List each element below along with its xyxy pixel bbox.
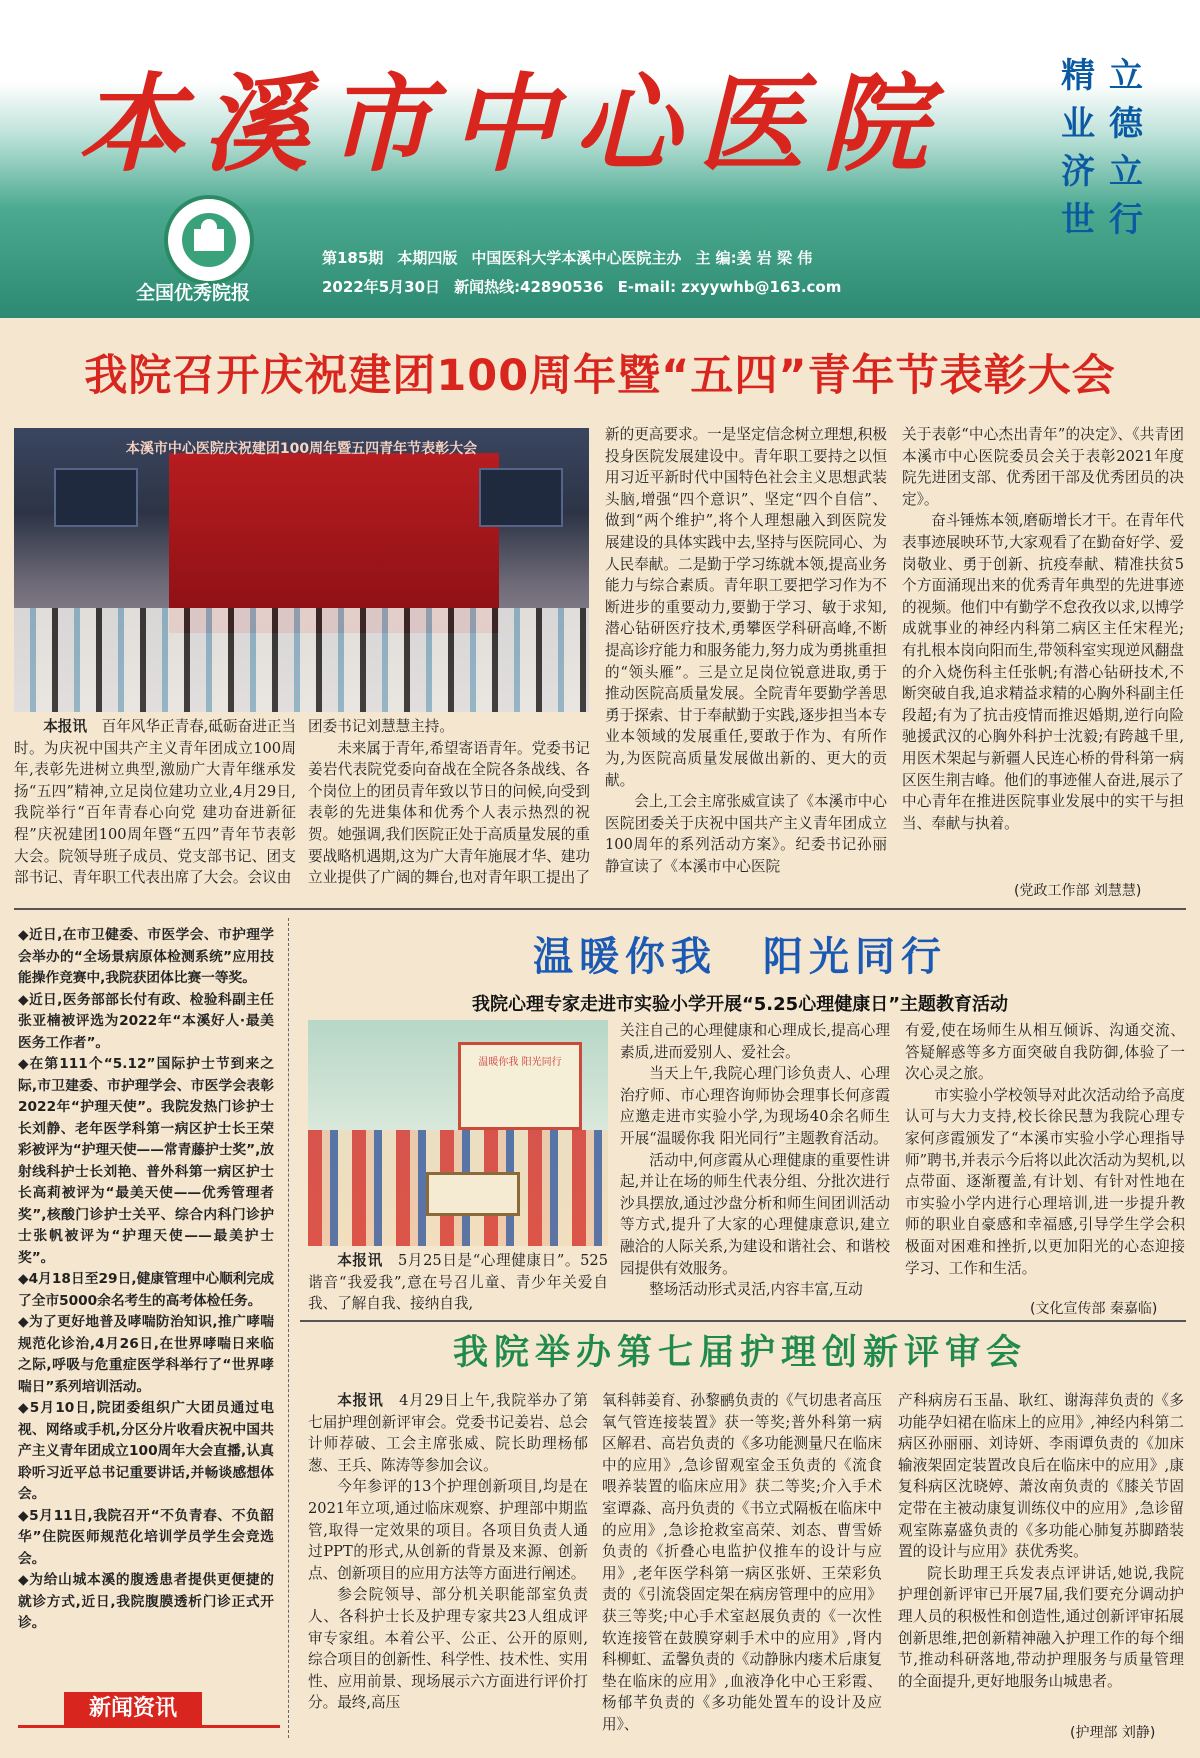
article1-col1-text: 百年风华正青春,砥砺奋进正当时。为庆祝中国共产主义青年团成立100周年,表彰先进树立典型,激励广大青年继承发扬“五四”精神,立足岗位建功立业,4月29日,我院举行“百年青春心向党 建功奋进新征程”庆祝建团100周年暨“五四”青年节表彰大会。院领导班子成员、党支部书记、团支部书记、青年职工代表出席了大会。会议由	[14, 718, 296, 887]
brief-item: ◆为给山城本溪的腹透患者提供更便捷的就诊方式,近日,我院腹膜透析门诊正式开诊。	[18, 1572, 274, 1631]
article1-signature: (党政工作部 刘慧慧)	[1014, 883, 1142, 899]
paragraph: 市实验小学校领导对此次活动给予高度认可与大力支持,校长徐民慧为我院心理专家何彦霞颁发了“本溪市实验小学心理指导师”聘书,并表示今后将以此次活动为契机,以点带面、逐渐覆盖,有计划、有针对性地在市实验小学内进行心理培训,进一步提升教师的职业自豪感和幸福感,引导学生学会积极面对困难和挫折,以更加阳光的心态迎接学习、工作和生活。	[905, 1086, 1185, 1277]
brief-item: ◆近日,在市卫健委、市医学会、市护理学会举办的“全场景病原体检测系统”应用技能操作竞赛中,我院获团体比赛一等奖。	[18, 927, 274, 986]
lead-label: 本报讯	[43, 718, 87, 735]
article2-col3	[905, 1020, 1185, 1279]
lead-label: 本报讯	[337, 1252, 383, 1269]
paragraph: 氧科韩姜育、孙黎鹂负责的《气切患者高压氧气管连接装置》获一等奖;普外科第一病区解君、高岩负责的《多功能测量尺在临床中的应用》,急诊留观室金玉负责的《流食喂养装置的临床应用》获二等奖;介入手术室谭淼、高丹负责的《书立式隔板在临床中的应用》,急诊抢救室高荣、刘态、曹雪娇负责的《折叠心电监护仪推车的设计与应用》,老年医学科第一病区张妍、王荣彩负责的《引流袋固定架在病房管理中的应用》获三等奖;中心手术室赵展负责的《一次性软连接管在鼓膜穿刺手术中的应用》,肾内科柳虹、孟馨负责的《动静脉内瘘术后康复垫在临床的应用》,血液净化中心王彩霞、杨郁芊负责的《多功能处置车的设计及应用》、	[602, 1392, 882, 1733]
paragraph: 整场活动形式灵活,内容丰富,互动	[649, 1281, 863, 1299]
paragraph: 关注自己的心理健康和心理成长,提高心理素质,进而爱别人、爱社会。	[620, 1022, 890, 1061]
brief-item: ◆4月18日至29日,健康管理中心顺利完成了全市5000余名考生的高考体检任务。	[18, 1271, 274, 1309]
photo-board-text: 温暖你我 阳光同行	[478, 1057, 562, 1068]
article2-caption	[308, 1250, 608, 1315]
section-divider	[14, 908, 1186, 910]
article2-subhead: 我院心理专家走进市实验小学开展“5.25心理健康日”主题教育活动	[471, 994, 1009, 1015]
article1-col2	[308, 716, 590, 889]
news-briefs	[18, 925, 274, 1635]
brief-item: ◆为了更好地普及哮喘防治知识,推广哮喘规范化诊治,4月26日,在世界哮喘日来临之际,呼吸与危重症医学科举行了“世界哮喘日”系列培训活动。	[18, 1314, 274, 1395]
issue-line-2	[322, 276, 855, 297]
paragraph: 团委书记刘慧慧主持。	[308, 718, 454, 735]
paragraph: 关于表彰“中心杰出青年”的决定》、《共青团本溪市中心医院委员会关于表彰2021年度院先进团支部、优秀团干部及优秀团员的决定》。	[902, 426, 1184, 508]
article2-col2	[620, 1020, 890, 1301]
brief-item: ◆5月10日,院团委组织广大团员通过电视、网络或手机,分区分片收看庆祝中国共产主义青年团成立100周年大会直播,认真聆听习近平总书记重要讲话,并畅谈感想体会。	[18, 1400, 274, 1502]
article1-photo	[14, 428, 589, 712]
hospital-logo-icon	[164, 195, 254, 285]
article1-col3	[605, 424, 887, 877]
paragraph: 4月29日上午,我院举办了第七届护理创新评审会。党委书记姜岩、总会计师荐破、工会主席张威、院长助理杨郁葱、王兵、陈涛等参加会议。	[308, 1392, 588, 1474]
paragraph: 新的更高要求。一是坚定信念树立理想,积极投身医院发展建设中。青年职工要持之以恒用习近平新时代中国特色社会主义思想武装头脑,增强“四个意识”、坚定“四个自信”、做到“两个维护”,将个人理想融入到医院发展建设的具体实践中去,坚持与医院同心、为人民奉献。二是勤于学习练就本领,提高业务能力与综合素质。青年职工要把学习作为不断进步的重要动力,要勤于学习、敏于求知,潜心钻研医疗技术,勇攀医学科研高峰,不断提高诊疗能力和服务能力,努力成为勇挑重担的“领头雁”。三是立足岗位锐意进取,勇于推动医院高质量发展。全院青年要勤学善思勇于探索、甘于奉献勤于实践,逐步担当本专业本领域的发展重任,要敢于作为、有所作为,为医院高质量发展做出新的、更大的贡献。	[605, 426, 887, 789]
page-count: 本期四版	[397, 249, 458, 267]
editor: 主 编:姜 岩 梁 伟	[695, 249, 813, 267]
article1-headline: 我院召开庆祝建团100周年暨“五四”青年节表彰大会	[84, 351, 1116, 401]
article3-col3	[898, 1390, 1184, 1692]
motto-right: 立德立行	[1109, 56, 1143, 240]
paragraph: 今年参评的13个护理创新项目,均是在2021年立项,通过临床观察、护理部中期监管,取得一定效果的项目。各项目负责人通过PPT的形式,从创新的背景及来源、创新点、创新项目的应用方法等方面进行阐述。	[308, 1478, 588, 1582]
email: E-mail: zxyywhb@163.com	[617, 278, 842, 296]
paragraph: 产科病房石玉晶、耿红、谢海萍负责的《多功能孕妇裙在临床上的应用》,神经内科第二病区孙丽丽、刘诗妍、李雨谭负责的《加床输液架固定装置改良后在临床中的应用》,康复科病区沈晓婷、萧汝南负责的《膝关节固定带在主被动康复训练仪中的应用》,急诊留观室陈嘉盛负责的《多功能心肺复苏脚踏装置的设计与应用》获优秀奖。	[898, 1392, 1184, 1561]
sponsor: 中国医科大学本溪中心医院主办	[471, 249, 682, 267]
paragraph: 未来属于青年,希望寄语青年。党委书记姜岩代表院党委向奋战在全院各条战线、各个岗位上的团员青年致以节日的问候,向受到表彰的先进集体和优秀个人表示热烈的祝贺。她强调,我们医院正处于高质量发展的重要战略机遇期,这为广大青年施展才华、建功立业提供了广阔的舞台,也对青年职工提出了	[308, 739, 590, 887]
paragraph: 会上,工会主席张威宣读了《本溪市中心医院团委关于庆祝中国共产主义青年团成立100周年的系列活动方案》。纪委书记孙丽静宣读了《本溪市中心医院	[605, 793, 887, 875]
paragraph: 当天上午,我院心理门诊负责人、心理治疗师、市心理咨询师协会理事长何彦霞应邀走进市实验小学,为现场40余名师生开展“温暖你我 阳光同行”主题教育活动。	[620, 1065, 890, 1147]
brief-item: ◆近日,医务部部长付有政、检验科副主任张亚楠被评选为2022年“本溪好人·最美医务工作者”。	[18, 991, 274, 1051]
photo-banner-text: 本溪市中心医院庆祝建团100周年暨五四青年节表彰大会	[125, 441, 478, 457]
article3-col1	[308, 1390, 588, 1714]
paragraph: 奋斗锤炼本领,磨砺增长才干。在青年代表事迹展映环节,大家观看了在勤奋好学、爱岗敬业、勇于创新、抗疫奉献、精准扶贫5个方面涌现出来的优秀青年典型的先进事迹的视频。他们中有勤学不怠孜孜以求,以博学成就事业的神经内科第二病区主任宋程光;有扎根本岗向阳而生,带领科室实现逆风翻盘的介入烧伤科主任张帆;有潜心钻研技术,不断突破自我,追求精益求精的心胸外科副主任段超;有为了抗击疫情而推迟婚期,逆行向险驰援武汉的心胸外科护士沈毅;有跨越千里,用医术架起与新疆人民连心桥的骨科第一病区医生荆吉峰。他们的事迹催人奋进,展示了中心青年在推进医院事业发展中的实干与担当、奉献与执着。	[902, 512, 1184, 832]
issue-date: 2022年5月30日	[322, 278, 441, 296]
article2-photo	[308, 1020, 608, 1246]
hotline: 新闻热线:42890536	[454, 278, 604, 296]
article2-headline: 温暖你我 阳光同行	[533, 933, 947, 980]
newspaper-title: 本溪市中心医院	[78, 61, 946, 186]
issue-number: 第185期	[322, 249, 384, 267]
section-divider	[300, 1320, 1186, 1322]
news-tab-rule	[18, 1725, 280, 1728]
brief-item: ◆5月11日,我院召开“不负青春、不负韶华”住院医师规范化培训学员学生会竞选会。	[18, 1507, 274, 1567]
column-divider	[288, 918, 289, 1738]
lead-label: 本报讯	[337, 1392, 384, 1409]
article2-signature: (文化宣传部 秦嘉临)	[1030, 1301, 1158, 1317]
article2-caption-text: 5月25日是“心理健康日”。525谐音“我爱我”,意在号召儿童、青少年关爱自我、了解自我、接纳自我,	[308, 1252, 608, 1313]
issue-line-1	[322, 247, 826, 268]
paragraph: 参会院领导、部分机关职能部室负责人、各科护士长及护理专家共23人组成评审专家组。本着公平、公正、公开的原则,综合项目的创新性、科学性、技术性、实用性、应用前景、现场展示六方面进行评价打分。最终,高压	[308, 1586, 588, 1712]
article3-headline: 我院举办第七届护理创新评审会	[452, 1332, 1027, 1373]
article3-signature: (护理部 刘静)	[1070, 1725, 1156, 1741]
brief-item: ◆在第111个“5.12”国际护士节到来之际,市卫建委、市护理学会、市医学会表彰2022年“护理天使”。我院发热门诊护士长刘静、老年医学科第一病区护士长王荣彩被评为“护理天使——常青藤护士奖”,放射线科护士长刘艳、普外科第一病区护士长高莉被评为“最美天使——优秀管理者奖”,核酸门诊护士关平、综合内科门诊护士张帆被评为“护理天使——最美护士奖”。	[18, 1056, 274, 1266]
paragraph: 院长助理王兵发表点评讲话,她说,我院护理创新评审已开展7届,我们要充分调动护理人员的积极性和创造性,通过创新评审拓展创新思维,把创新精神融入护理工作的每个细节,推动科研落地,带动护理服务与质量管理的全面提升,更好地服务山城患者。	[898, 1564, 1184, 1690]
article1-col4	[902, 424, 1184, 834]
masthead	[0, 0, 1200, 318]
motto-left: 精业济世	[1061, 56, 1095, 240]
paragraph: 有爱,使在场师生从相互倾诉、沟通交流、答疑解惑等多方面突破自我防御,体验了一次心灵之旅。	[905, 1022, 1185, 1083]
article3-col2	[602, 1390, 882, 1736]
paragraph: 活动中,何彦霞从心理健康的重要性讲起,并让在场的师生代表分组、分批次进行沙具摆放,通过沙盘分析和师生间团训活动等方式,提升了大家的心理健康意识,建立融洽的人际关系,为建设和谐社会、和谐校园提供有效服务。	[620, 1151, 890, 1277]
award-label: 全国优秀院报	[136, 282, 251, 304]
news-section-tab: 新闻资讯	[64, 1692, 202, 1726]
article1-col1	[14, 716, 296, 889]
